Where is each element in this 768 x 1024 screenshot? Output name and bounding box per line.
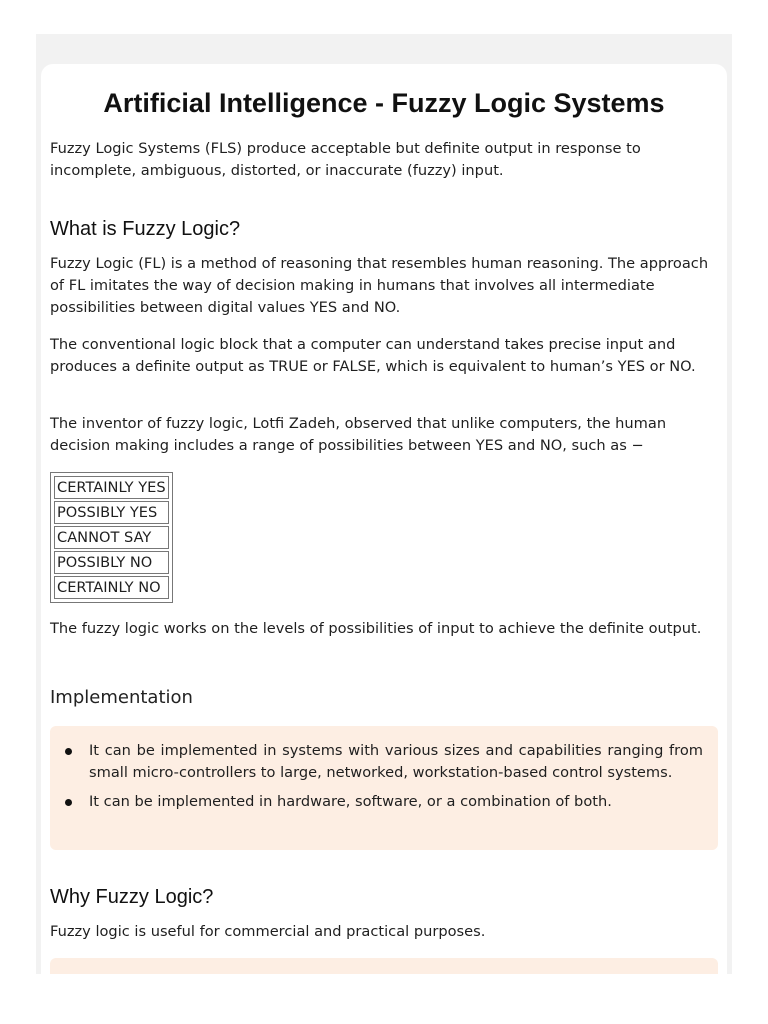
table-cell: CERTAINLY NO <box>54 576 169 599</box>
list-item <box>50 740 718 784</box>
zadeh-paragraph: The inventor of fuzzy logic, Lotfi Zadeh, observed that unlike computers, the human decision making includes a range of possibilities between YES and NO, such as − <box>50 415 667 454</box>
intro-paragraph: Fuzzy Logic Systems (FLS) produce acceptable but definite output in response to incomplete, ambiguous, distorted, or inaccurate (fuzzy) input. <box>50 140 641 179</box>
why-callout <box>50 958 718 974</box>
table-row <box>54 526 169 549</box>
page-title: Artificial Intelligence - Fuzzy Logic Systems <box>103 88 665 118</box>
list-item-text: It can be implemented in systems with various sizes and capabilities ranging from small micro-controllers to large, networked, workstation-based control systems. <box>89 742 703 781</box>
article-card <box>41 64 727 974</box>
table-cell: CERTAINLY YES <box>54 476 169 499</box>
table-row <box>54 501 169 524</box>
list-item <box>50 791 718 813</box>
implementation-callout <box>50 726 718 850</box>
table-row <box>54 476 169 499</box>
bullet-icon <box>65 799 72 806</box>
table-row <box>54 576 169 599</box>
definition-paragraph: Fuzzy Logic (FL) is a method of reasoning that resembles human reasoning. The approach of FL imitates the way of decision making in humans that involves all intermediate possibilities between digital values YES and NO. <box>50 255 709 316</box>
levels-paragraph: The fuzzy logic works on the levels of possibilities of input to achieve the definite output. <box>50 620 702 637</box>
possibilities-table <box>50 472 173 603</box>
table-cell: CANNOT SAY <box>54 526 169 549</box>
section-heading-what-is: What is Fuzzy Logic? <box>50 218 241 240</box>
table-cell: POSSIBLY NO <box>54 551 169 574</box>
table-cell: POSSIBLY YES <box>54 501 169 524</box>
conventional-logic-paragraph: The conventional logic block that a computer can understand takes precise input and produces a definite output as TRUE or FALSE, which is equivalent to human’s YES or NO. <box>50 336 696 375</box>
bullet-icon <box>65 748 72 755</box>
page-frame <box>36 34 732 974</box>
table-row <box>54 551 169 574</box>
implementation-list <box>50 740 718 813</box>
why-paragraph: Fuzzy logic is useful for commercial and practical purposes. <box>50 923 486 940</box>
implementation-heading: Implementation <box>50 687 193 708</box>
section-heading-why: Why Fuzzy Logic? <box>50 886 214 908</box>
list-item-text: It can be implemented in hardware, software, or a combination of both. <box>89 793 612 810</box>
